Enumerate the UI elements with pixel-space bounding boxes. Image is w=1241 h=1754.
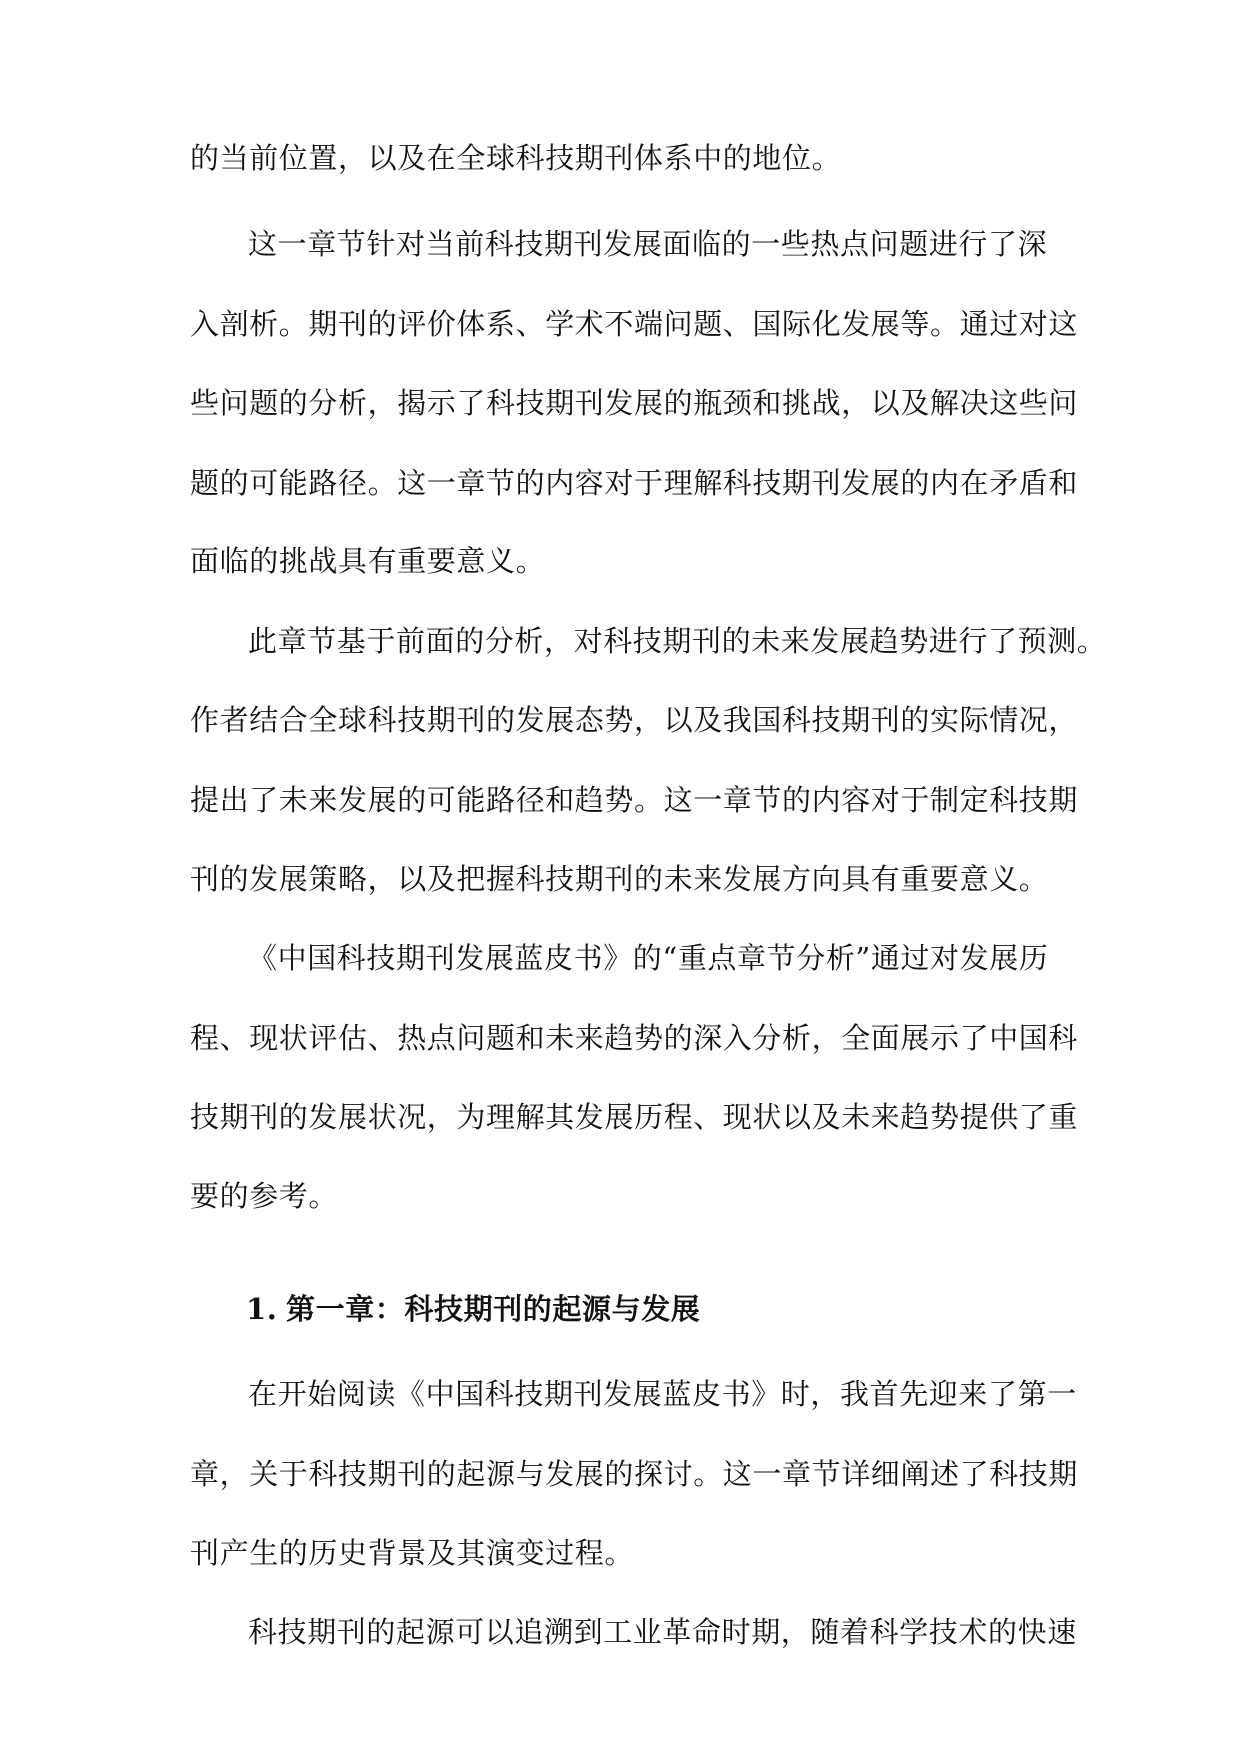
text-line: 技期刊的发展状况，为理解其发展历程、现状以及未来趋势提供了重 (190, 1100, 1079, 1134)
text-line: 题的可能路径。这一章节的内容对于理解科技期刊发展的内在矛盾和 (190, 466, 1079, 500)
text-line: 程、现状评估、热点问题和未来趋势的深入分析，全面展示了中国科 (190, 1021, 1079, 1055)
section-heading (246, 1291, 700, 1327)
text-line: 刊的发展策略，以及把握科技期刊的未来发展方向具有重要意义。 (190, 862, 1049, 896)
text-line: 的当前位置，以及在全球科技期刊体系中的地位。 (190, 141, 842, 175)
text-line: 章，关于科技期刊的起源与发展的探讨。这一章节详细阐述了科技期 (190, 1457, 1079, 1491)
text-line: 这一章节针对当前科技期刊发展面临的一些热点问题进行了深 (248, 227, 1048, 261)
text-line: 面临的挑战具有重要意义。 (190, 544, 546, 578)
text-line: 在开始阅读《中国科技期刊发展蓝皮书》时，我首先迎来了第一 (248, 1377, 1077, 1411)
text-line: 科技期刊的起源可以追溯到工业革命时期，随着科学技术的快速 (248, 1615, 1077, 1649)
text-line: 些问题的分析，揭示了科技期刊发展的瓶颈和挑战，以及解决这些问 (190, 386, 1079, 420)
text-line: 《中国科技期刊发展蓝皮书》的“重点章节分析”通过对发展历 (248, 941, 1049, 975)
text-line: 要的参考。 (190, 1179, 339, 1213)
text-line: 刊产生的历史背景及其演变过程。 (190, 1536, 635, 1570)
section-number: 1. (246, 1292, 278, 1326)
section-title: 第一章：科技期刊的起源与发展 (286, 1292, 701, 1326)
text-line: 作者结合全球科技期刊的发展态势，以及我国科技期刊的实际情况， (190, 703, 1079, 737)
text-line: 入剖析。期刊的评价体系、学术不端问题、国际化发展等。通过对这 (190, 307, 1079, 341)
text-line: 此章节基于前面的分析，对科技期刊的未来发展趋势进行了预测。 (248, 624, 1107, 658)
text-line: 提出了未来发展的可能路径和趋势。这一章节的内容对于制定科技期 (190, 783, 1079, 817)
